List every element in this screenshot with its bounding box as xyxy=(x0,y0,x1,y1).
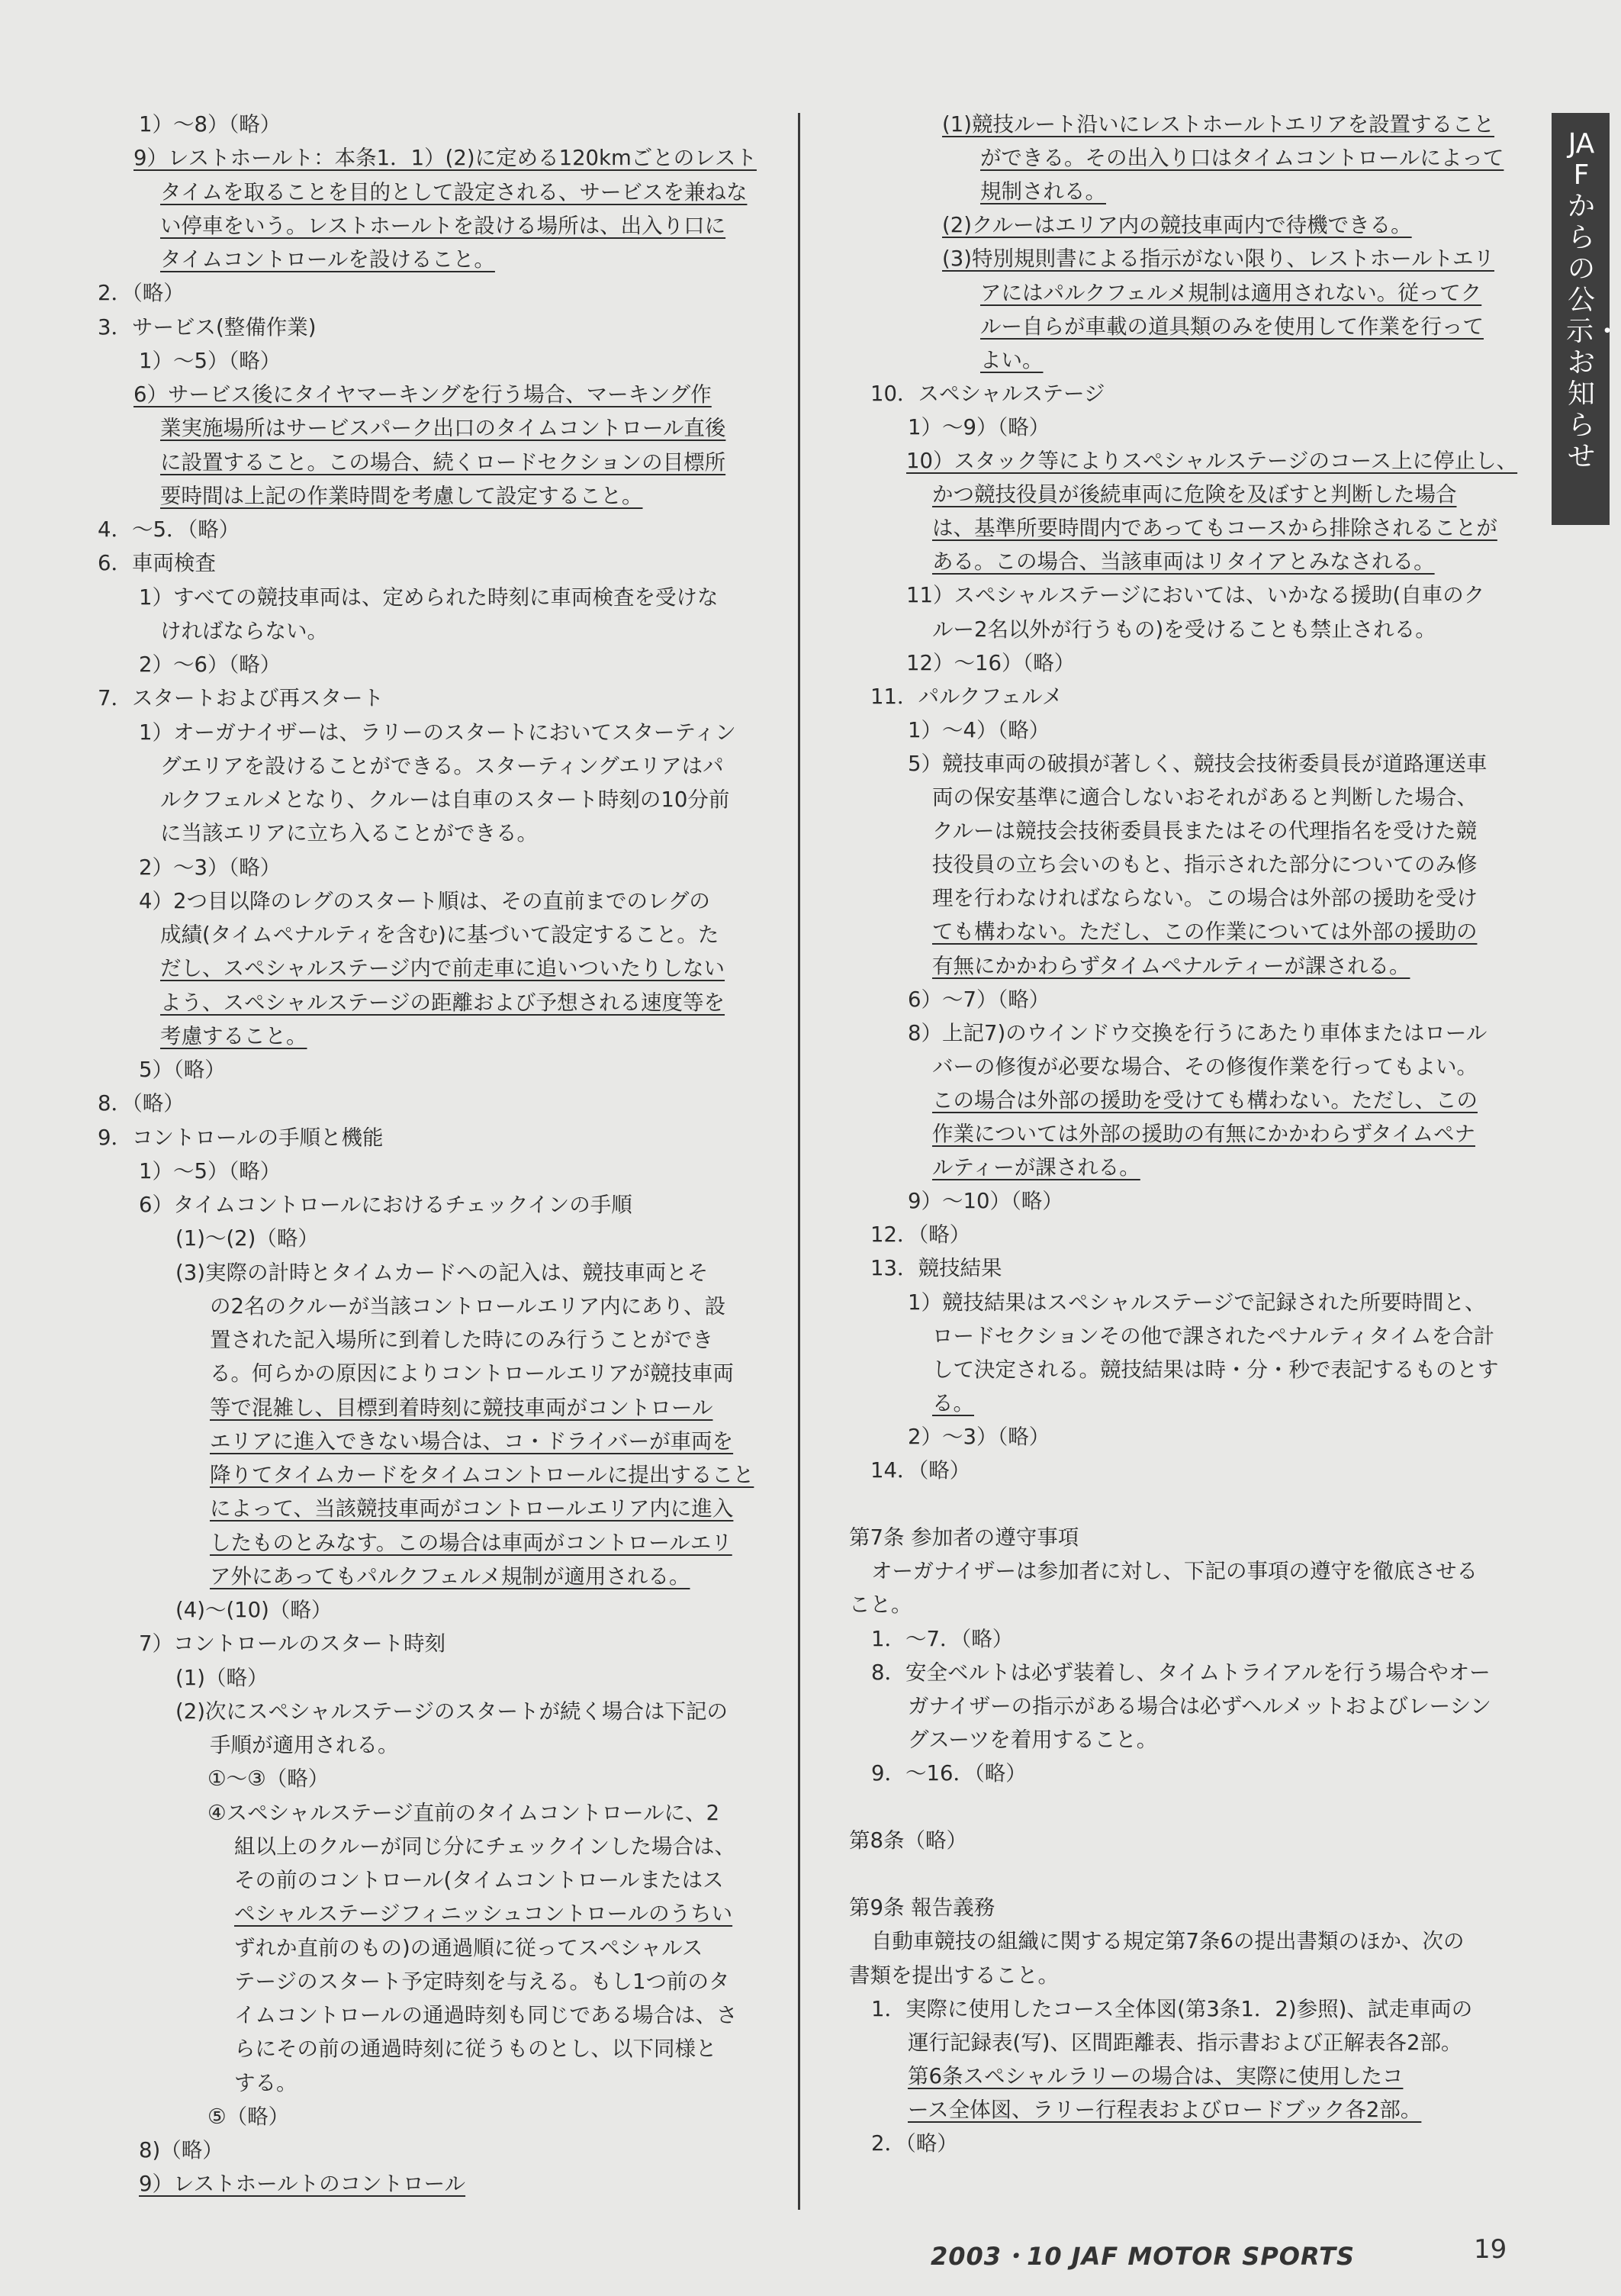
text-line: (1)競技ルート沿いにレストホールトエリアを設置すること xyxy=(942,112,1494,137)
text-line: 11）スペシャルステージにおいては、いかなる援助(自車のク xyxy=(906,583,1485,608)
text-line: して決定される。競技結果は時・分・秒で表記するものとす xyxy=(932,1357,1499,1382)
side-tab-label: JAFからの公示・お知らせ xyxy=(1566,128,1621,472)
text-line: 1）すべての競技車両は、定められた時刻に車両検査を受けな xyxy=(139,584,719,610)
text-line: 5）競技車両の破損が著しく、競技会技術委員長が道路運送車 xyxy=(908,751,1488,776)
text-line: は、基準所要時間内であってもコースから排除されることが xyxy=(932,516,1497,541)
text-line: 5）（略） xyxy=(139,1058,226,1082)
text-line: 1．実際に使用したコース全体図(第3条1．2)参照)、試走車両の xyxy=(871,1996,1473,2021)
text-line: その前のコントロール(タイムコントロールまたはス xyxy=(234,1868,724,1892)
text-line: (2)次にスペシャルステージのスタートが続く場合は下記の xyxy=(175,1699,728,1724)
text-line: (3)実際の計時とタイムカードへの記入は、競技車両とそ xyxy=(175,1260,709,1285)
text-line: 運行記録表(写)、区間距離表、指示書および正解表各2部。 xyxy=(908,2030,1462,2055)
text-line: よう、スペシャルステージの距離および予想される速度等を xyxy=(160,990,725,1015)
text-line: に当該エリアに立ち入ることができる。 xyxy=(160,821,538,846)
text-line: 6．車両検査 xyxy=(98,551,216,576)
text-line: ができる。その出入り口はタイムコントロールによって xyxy=(980,146,1504,171)
text-line: ルー2名以外が行うもの)を受けることも禁止される。 xyxy=(932,617,1436,642)
text-line: 作業については外部の援助の有無にかかわらずタイムペナ xyxy=(932,1122,1475,1146)
text-line: 第9条 報告義務 xyxy=(849,1895,995,1921)
text-line: 1）オーガナイザーは、ラリーのスタートにおいてスターティン xyxy=(139,720,736,745)
text-line: 9．～16．（略） xyxy=(871,1760,1027,1786)
text-line: かつ競技役員が後続車両に危険を及ぼすと判断した場合 xyxy=(932,482,1457,507)
text-line: 8．（略） xyxy=(98,1091,185,1116)
text-line: テージのスタート予定時刻を与える。もし1つ前のタ xyxy=(234,1969,730,1994)
text-line: タイムを取ることを目的として設定される、サービスを兼ねな xyxy=(160,179,748,204)
text-line: 8）上記7)のウインドウ交換を行うにあたり車体またはロール xyxy=(908,1020,1488,1045)
text-line: 1）～4）（略） xyxy=(908,717,1050,742)
text-line: 2）～6）（略） xyxy=(139,652,281,677)
text-line: る。何らかの原因によりコントロールエリアが競技車両 xyxy=(210,1361,734,1386)
text-line: バーの修復が必要な場合、その修復作業を行ってもよい。 xyxy=(932,1054,1478,1079)
text-line: 9）～10）（略） xyxy=(908,1189,1063,1214)
text-line: ければならない。 xyxy=(160,618,328,643)
text-line: 要時間は上記の作業時間を考慮して設定すること。 xyxy=(160,483,643,508)
text-line: 書類を提出すること。 xyxy=(849,1963,1059,1988)
text-line: 第8条（略） xyxy=(849,1828,967,1853)
text-line: よい。 xyxy=(980,347,1044,372)
text-line: 自動車競技の組織に関する規定第7条6の提出書類のほか、次の xyxy=(871,1929,1465,1954)
text-line: この場合は外部の援助を受けても構わない。ただし、この xyxy=(932,1087,1478,1113)
text-line: 2）～3）（略） xyxy=(139,855,281,880)
text-line: 手順が適用される。 xyxy=(210,1733,399,1757)
text-line: アにはパルクフェルメ規制は適用されない。従ってク xyxy=(980,280,1482,305)
text-line: ルー自らが車載の道具類のみを使用して作業を行って xyxy=(980,314,1484,339)
text-line: 有無にかかわらずタイムペナルティーが課される。 xyxy=(932,953,1410,978)
text-line: 6）サービス後にタイヤマーキングを行う場合、マーキング作 xyxy=(133,382,712,407)
text-line: (3)特別規則書による指示がない限り、レストホールトエリ xyxy=(942,246,1494,272)
text-line: 9．コントロールの手順と機能 xyxy=(98,1125,384,1150)
text-line: だし、スペシャルステージ内で前走車に追いついたりしない xyxy=(160,956,725,981)
text-line: 3．サービス(整備作業) xyxy=(98,314,317,340)
text-line: ⑤（略） xyxy=(207,2104,290,2129)
text-line: 1）～8）（略） xyxy=(139,112,281,137)
text-line: ①～③（略） xyxy=(207,1766,330,1792)
page-number: 19 xyxy=(1474,2234,1507,2265)
text-line: ④スペシャルステージ直前のタイムコントロールに、2 xyxy=(207,1800,720,1825)
text-line: る。 xyxy=(932,1390,974,1415)
text-line: クルーは競技会技術委員長またはその代理指名を受けた競 xyxy=(932,819,1478,844)
text-line: 第7条 参加者の遵守事項 xyxy=(849,1525,1079,1551)
text-line: に設置すること。この場合、続くロードセクションの目標所 xyxy=(160,449,726,475)
text-line: 理を行わなければならない。この場合は外部の援助を受け xyxy=(932,886,1478,911)
text-line: こと。 xyxy=(849,1592,912,1618)
text-line: 12．（略） xyxy=(870,1222,971,1248)
text-line: 4．～5．（略） xyxy=(98,517,240,542)
text-line: タイムコントロールを設けること。 xyxy=(160,247,495,272)
text-line: オーガナイザーは参加者に対し、下記の事項の遵守を徹底させる xyxy=(871,1559,1478,1584)
text-line: 置された記入場所に到着した時にのみ行うことができ xyxy=(210,1328,713,1352)
text-line: い停車をいう。レストホールトを設ける場所は、出入り口に xyxy=(160,213,726,238)
text-line: ガナイザーの指示がある場合は必ずヘルメットおよびレーシン xyxy=(908,1693,1491,1718)
text-line: 考慮すること。 xyxy=(160,1023,307,1048)
text-line: したものとみなす。この場合は車両がコントロールエリ xyxy=(210,1530,732,1555)
text-line: 14．（略） xyxy=(870,1458,971,1483)
text-line: 9）レストホールト：本条1．1）(2)に定める120kmごとのレスト xyxy=(133,146,757,171)
text-line: ルティーが課される。 xyxy=(932,1155,1140,1180)
text-line: ても構わない。ただし、この作業については外部の援助の xyxy=(932,919,1478,945)
text-line: 2）～3）（略） xyxy=(908,1424,1050,1449)
text-line: 11．パルクフェルメ xyxy=(870,684,1063,709)
text-line: 1）～9）（略） xyxy=(908,414,1050,440)
text-line: 1）～5）（略） xyxy=(139,1158,281,1183)
text-line: 規制される。 xyxy=(980,179,1106,204)
text-line: 業実施場所はサービスパーク出口のタイムコントロール直後 xyxy=(160,416,726,441)
text-line: 2．（略） xyxy=(871,2131,958,2156)
text-line: 2．（略） xyxy=(98,281,185,306)
text-line: によって、当該競技車両がコントロールエリア内に進入 xyxy=(210,1496,734,1522)
text-line: エリアに進入できない場合は、コ・ドライバーが車両を xyxy=(210,1428,734,1454)
text-line: 10．スペシャルステージ xyxy=(870,381,1105,406)
text-line: 降りてタイムカードをタイムコントロールに提出すること xyxy=(210,1463,754,1487)
text-line: 13．競技結果 xyxy=(870,1256,1002,1281)
text-line: グエリアを設けることができる。スターティングエリアはパ xyxy=(160,753,724,778)
text-line: 10）スタック等によりスペシャルステージのコース上に停止し、 xyxy=(906,449,1518,473)
text-line: 成績(タイムペナルティを含む)に基づいて設定すること。た xyxy=(160,923,719,947)
text-line: する。 xyxy=(234,2070,298,2095)
text-line: 9）レストホールトのコントロール xyxy=(139,2172,466,2197)
text-line: ペシャルステージフィニッシュコントロールのうちい xyxy=(234,1902,733,1927)
text-line: 技役員の立ち会いのもと、指示された部分についてのみ修 xyxy=(932,852,1478,878)
text-line: ある。この場合、当該車両はリタイアとみなされる。 xyxy=(932,549,1435,575)
text-line: 6）タイムコントロールにおけるチェックインの手順 xyxy=(139,1193,632,1217)
text-line: 7）コントロールのスタート時刻 xyxy=(139,1631,445,1657)
text-line: 1）～5）（略） xyxy=(139,348,281,373)
text-line: (1)～(2)（略） xyxy=(175,1226,319,1251)
text-line: 第6条スペシャルラリーの場合は、実際に使用したコ xyxy=(908,2063,1404,2088)
text-line: 1）競技結果はスペシャルステージで記録された所要時間と、 xyxy=(908,1290,1486,1315)
text-line: ース全体図、ラリー行程表およびロードブック各2部。 xyxy=(908,2097,1422,2122)
text-line: 12）～16）（略） xyxy=(906,650,1076,675)
text-line: ロードセクションその他で課されたペナルティタイムを合計 xyxy=(932,1323,1494,1348)
text-line: 7．スタートおよび再スタート xyxy=(98,686,384,711)
text-line: 4）2つ目以降のレグのスタート順は、その直前までのレグの xyxy=(139,888,710,913)
text-line: (4)～(10)（略） xyxy=(175,1598,333,1622)
text-line: ずれか直前のもの)の通過順に従ってスペシャルス xyxy=(234,1935,703,1960)
text-line: らにその前の通過時刻に従うものとし、以下同様と xyxy=(234,2037,717,2062)
text-line: グスーツを着用すること。 xyxy=(908,1727,1158,1752)
column-divider xyxy=(798,113,800,2210)
text-line: 8．安全ベルトは必ず装着し、タイムトライアルを行う場合やオー xyxy=(871,1660,1491,1685)
text-line: ア外にあってもパルクフェルメ規制が適用される。 xyxy=(210,1563,690,1589)
text-line: イムコントロールの通過時刻も同じである場合は、さ xyxy=(234,2003,738,2027)
text-line: 8)（略） xyxy=(139,2138,224,2162)
footer-magazine-title: 2003・10 JAF MOTOR SPORTS xyxy=(931,2242,1356,2271)
text-line: 6）～7）（略） xyxy=(908,987,1050,1012)
text-line: ルクフェルメとなり、クルーは自車のスタート時刻の10分前 xyxy=(160,787,730,812)
text-line: (2)クルーはエリア内の競技車両内で待機できる。 xyxy=(942,213,1412,238)
text-line: 1．～7．（略） xyxy=(871,1626,1014,1651)
text-line: 両の保安基準に適合しないおそれがあると判断した場合、 xyxy=(932,785,1478,810)
text-line: (1)（略） xyxy=(175,1665,269,1690)
text-line: 組以上のクルーが同じ分にチェックインした場合は、 xyxy=(234,1834,735,1859)
text-line: の2名のクルーが当該コントロールエリア内にあり、設 xyxy=(210,1293,726,1319)
text-line: 等で混雑し、目標到着時刻に競技車両がコントロール xyxy=(210,1395,713,1420)
